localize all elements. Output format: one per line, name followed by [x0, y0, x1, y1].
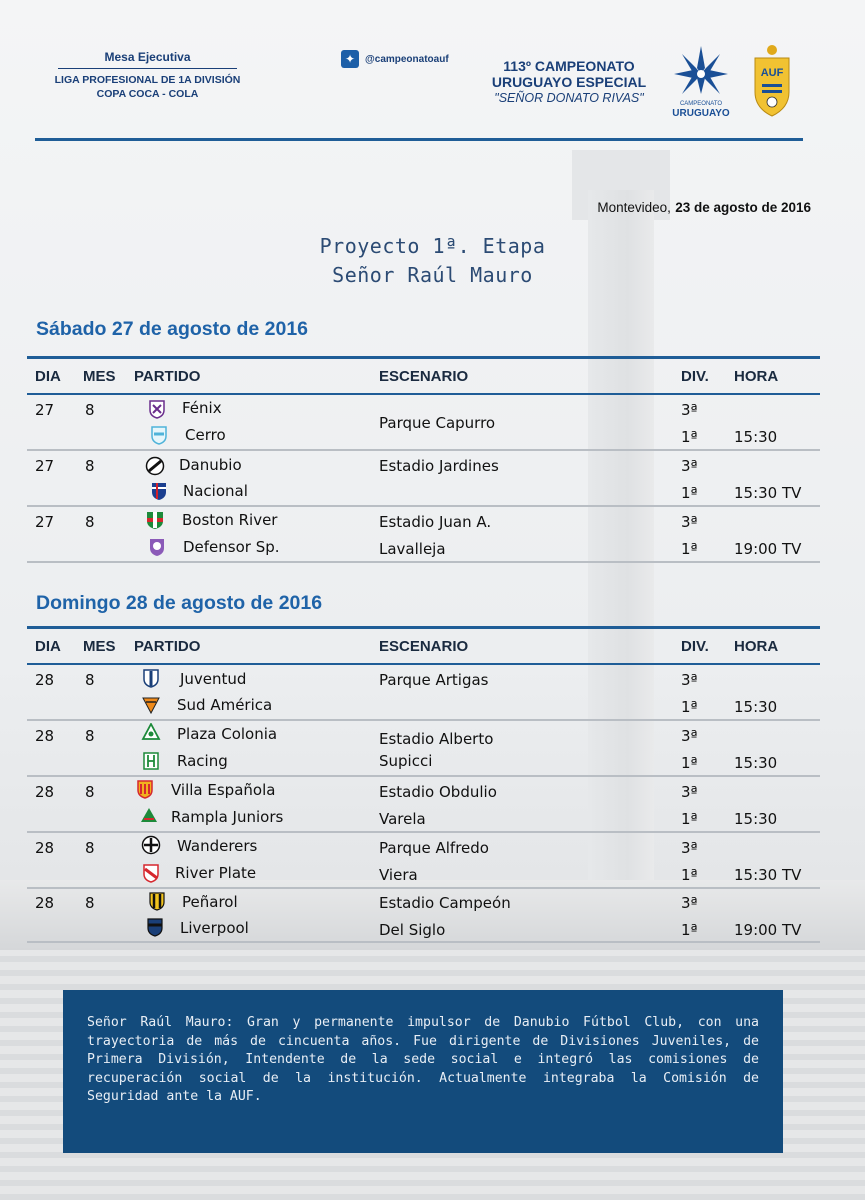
table-row — [27, 777, 820, 833]
saturday-table-header — [27, 356, 820, 395]
mesa-line2: COPA COCA - COLA — [96, 88, 199, 100]
venue-line2: Lavalleja — [379, 540, 446, 558]
col-mes: MES — [83, 368, 116, 385]
away-team: Cerro — [185, 426, 226, 444]
division-1: 1ª — [681, 866, 698, 884]
dateline — [597, 200, 811, 216]
venue-line2: Viera — [379, 866, 418, 884]
page-title: Proyecto 1ª. Etapa — [319, 234, 546, 258]
campeonato-title — [480, 58, 658, 106]
sunday-table-header — [27, 626, 820, 665]
twitter-handle[interactable]: @campeonatoauf — [365, 53, 449, 65]
match-month: 8 — [85, 671, 95, 689]
home-team: Fénix — [182, 399, 222, 417]
division-1: 1ª — [681, 484, 698, 502]
col-escenario: ESCENARIO — [379, 638, 469, 655]
away-team: Defensor Sp. — [183, 538, 280, 556]
saturday-title: Sábado 27 de agosto de 2016 — [36, 318, 309, 340]
division-3: 3ª — [681, 457, 698, 475]
away-team: Sud América — [177, 696, 273, 714]
campeonato-line3: "SEÑOR DONATO RIVAS" — [494, 91, 644, 105]
match-month: 8 — [85, 513, 95, 531]
juventud-crest-icon — [141, 668, 161, 688]
match-month: 8 — [85, 839, 95, 857]
match-month: 8 — [85, 457, 95, 475]
nacional-crest-icon — [149, 481, 169, 501]
table-row — [27, 451, 820, 507]
venue-line1: Parque Capurro — [379, 414, 496, 432]
match-time: 15:30 — [734, 428, 778, 446]
river-plate-crest-icon — [141, 863, 161, 883]
venue-line2: Supicci — [379, 752, 433, 770]
division-1: 1ª — [681, 754, 698, 772]
mesa-title: Mesa Ejecutiva — [104, 50, 191, 64]
home-team: Danubio — [179, 456, 242, 474]
danubio-crest-icon — [145, 456, 165, 476]
boston-river-crest-icon — [145, 510, 165, 530]
venue-line2: Del Siglo — [379, 921, 446, 939]
away-team: Racing — [177, 752, 228, 770]
col-hora: HORA — [734, 638, 779, 655]
sunday-title: Domingo 28 de agosto de 2016 — [36, 592, 323, 614]
home-team: Wanderers — [177, 837, 258, 855]
home-team: Juventud — [180, 670, 247, 688]
dateline-date: 23 de agosto de 2016 — [675, 200, 811, 215]
table-row — [27, 665, 820, 721]
fenix-crest-icon — [147, 399, 167, 419]
away-team: Nacional — [183, 482, 248, 500]
auf-text: AUF — [760, 67, 784, 79]
venue-line1: Estadio Campeón — [379, 894, 511, 912]
match-day: 28 — [35, 727, 55, 745]
table-row — [27, 721, 820, 777]
col-mes: MES — [83, 638, 116, 655]
match-time: 15:30 — [734, 810, 778, 828]
venue-line1: Estadio Jardines — [379, 457, 499, 475]
match-day: 27 — [35, 457, 55, 475]
match-day: 27 — [35, 513, 55, 531]
col-partido: PARTIDO — [134, 368, 201, 385]
twitter-badge[interactable] — [341, 50, 449, 68]
col-div: DIV. — [681, 368, 709, 385]
liverpool-crest-icon — [145, 917, 165, 937]
division-3: 3ª — [681, 671, 698, 689]
venue-line1: Estadio Obdulio — [379, 783, 497, 801]
division-3: 3ª — [681, 839, 698, 857]
match-time: 15:30 TV — [734, 866, 802, 884]
match-month: 8 — [85, 783, 95, 801]
division-3: 3ª — [681, 894, 698, 912]
campeonato-uruguayo-logo — [668, 44, 734, 120]
venue-line1: Estadio Juan A. — [379, 513, 492, 531]
col-div: DIV. — [681, 638, 709, 655]
home-team: Plaza Colonia — [177, 725, 278, 743]
away-team: River Plate — [175, 864, 257, 882]
match-month: 8 — [85, 727, 95, 745]
campeonato-line2: URUGUAYO ESPECIAL — [491, 74, 647, 90]
racing-crest-icon — [141, 751, 161, 771]
match-day: 28 — [35, 783, 55, 801]
col-partido: PARTIDO — [134, 638, 201, 655]
venue-line1: Estadio Alberto — [379, 730, 494, 748]
header-divider — [35, 138, 803, 141]
page-subtitle: Señor Raúl Mauro — [332, 263, 533, 287]
wanderers-crest-icon — [141, 835, 161, 855]
mesa-ejecutiva-block — [40, 50, 255, 101]
division-3: 3ª — [681, 783, 698, 801]
match-month: 8 — [85, 401, 95, 419]
away-team: Rampla Juniors — [171, 808, 284, 826]
match-time: 15:30 TV — [734, 484, 802, 502]
home-team: Peñarol — [182, 893, 238, 911]
match-time: 19:00 TV — [734, 921, 802, 939]
match-time: 15:30 — [734, 698, 778, 716]
table-row — [27, 889, 820, 943]
col-escenario: ESCENARIO — [379, 368, 469, 385]
col-dia: DIA — [35, 638, 61, 655]
division-1: 1ª — [681, 921, 698, 939]
venue-line1: Parque Artigas — [379, 671, 489, 689]
match-time: 15:30 — [734, 754, 778, 772]
venue-line1: Parque Alfredo — [379, 839, 489, 857]
home-team: Boston River — [182, 511, 278, 529]
rampla-juniors-crest-icon — [139, 806, 159, 826]
col-hora: HORA — [734, 368, 779, 385]
away-team: Liverpool — [180, 919, 249, 937]
logo-cu-top-text: CAMPEONATO — [679, 101, 723, 107]
division-1: 1ª — [681, 540, 698, 558]
plaza-colonia-crest-icon — [141, 723, 161, 743]
sud-america-crest-icon — [141, 695, 161, 715]
match-day: 28 — [35, 894, 55, 912]
table-row — [27, 507, 820, 563]
venue-line2: Varela — [379, 810, 426, 828]
division-1: 1ª — [681, 810, 698, 828]
tribute-note-box — [63, 990, 783, 1153]
match-month: 8 — [85, 894, 95, 912]
twitter-icon: ✦ — [341, 50, 359, 68]
penarol-crest-icon — [147, 891, 167, 911]
match-day: 28 — [35, 671, 55, 689]
auf-crest-logo — [752, 42, 792, 118]
division-1: 1ª — [681, 428, 698, 446]
cerro-crest-icon — [149, 425, 169, 445]
table-row — [27, 395, 820, 451]
division-3: 3ª — [681, 513, 698, 531]
table-row — [27, 833, 820, 889]
logo-cu-bottom-text: URUGUAYO — [672, 108, 730, 119]
division-3: 3ª — [681, 401, 698, 419]
defensor-crest-icon — [147, 537, 167, 557]
home-team: Villa Española — [171, 781, 276, 799]
dateline-place: Montevideo, — [597, 200, 671, 215]
division-1: 1ª — [681, 698, 698, 716]
match-day: 27 — [35, 401, 55, 419]
villa-espanola-crest-icon — [135, 779, 155, 799]
campeonato-line1: 113º CAMPEONATO — [503, 58, 635, 74]
match-day: 28 — [35, 839, 55, 857]
match-time: 19:00 TV — [734, 540, 802, 558]
mesa-line1: LIGA PROFESIONAL DE 1A DIVISIÓN — [54, 74, 241, 86]
division-3: 3ª — [681, 727, 698, 745]
tribute-note-text: Señor Raúl Mauro: Gran y permanente impulsor de Danubio Fútbol Club, con una trayectoria de más de cincuenta años. Fue dirigente de Divisiones Juveniles, de Primera División, Intendente de la sede social e integró las comisiones de recuperación social de la institución. Actualmente integraba la Comisión de Seguridad ante la AUF. — [87, 1015, 759, 1104]
col-dia: DIA — [35, 368, 61, 385]
